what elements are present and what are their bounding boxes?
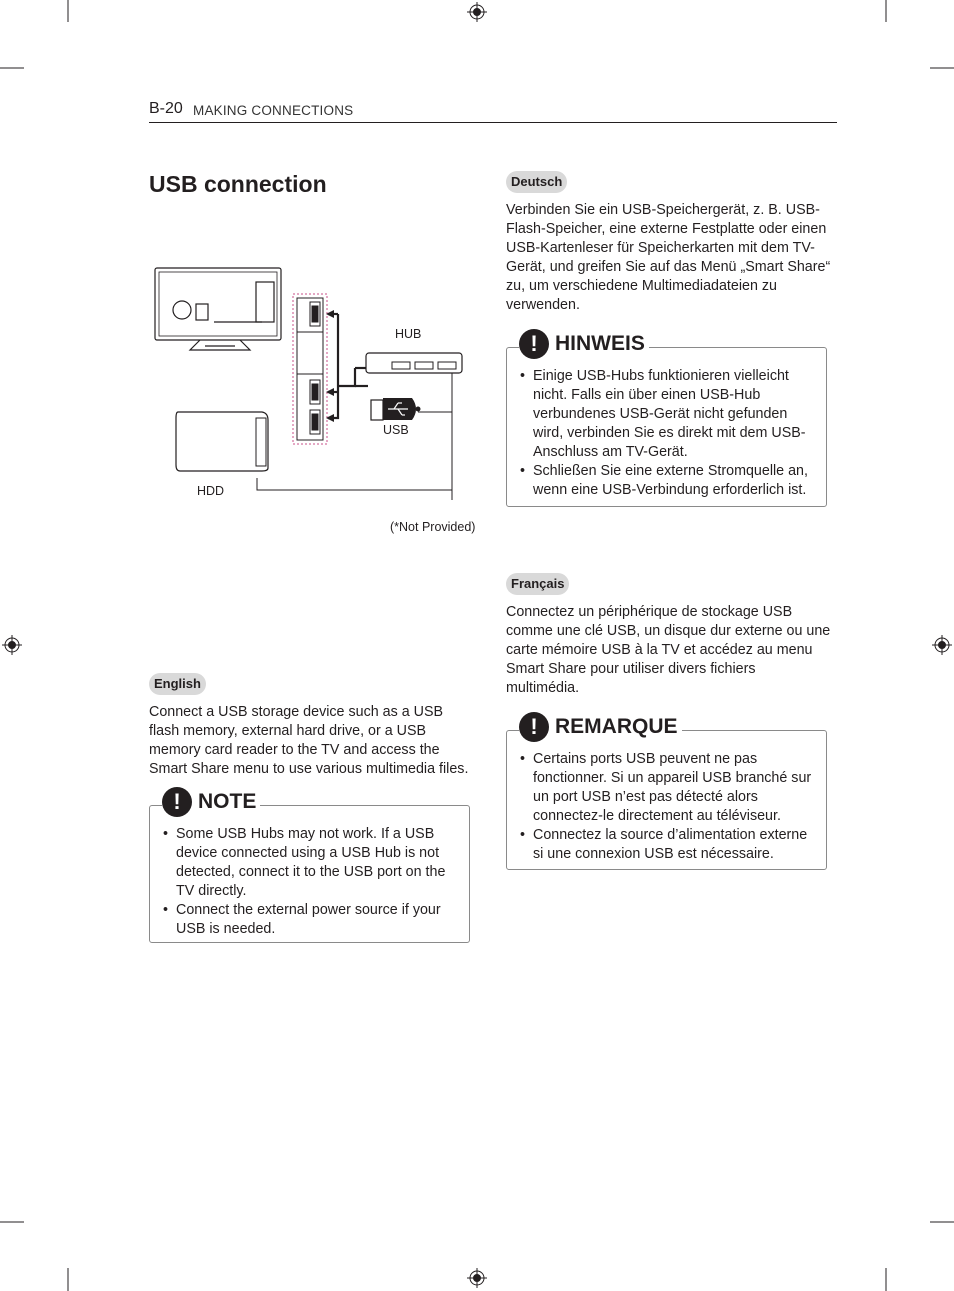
note-list — [163, 825, 453, 939]
english-text: Connect a USB storage device such as a USB flash memory, external hard drive, or a USB memory card reader to the TV and access the Smart Share menu to use various multimedia files. — [149, 704, 469, 777]
francais-text: Connectez un périphérique de stockage USB comme une clé USB, un disque dur externe ou une carte mémoire USB à la TV et accédez au menu Smart Share pour utiliser divers fichiers multimédia. — [506, 604, 831, 696]
usb-label: USB — [383, 423, 409, 437]
note-item: • Some USB Hubs may not work. If a USB device connected using a USB Hub is not detected, connect it to the USB port on the TV directly. — [163, 825, 453, 901]
hinweis-header — [519, 329, 649, 359]
note-box — [149, 789, 470, 943]
hub-label: HUB — [395, 327, 422, 341]
usb-connection-diagram — [150, 260, 480, 500]
remarque-header — [519, 712, 682, 742]
deutsch-text: Verbinden Sie ein USB-Speichergerät, z. B. USB-Flash-Speicher, eine externe Festplatte oder einen USB-Kartenleser für Speicherkarten mit dem TV-Gerät, und greifen Sie auf das Menü „Smart Share“ zu, um verschiedene Multimediadateien zu verwenden. — [506, 202, 831, 313]
remarque-title: REMARQUE — [555, 715, 678, 738]
note-title: NOTE — [198, 790, 257, 813]
hinweis-list — [520, 367, 815, 500]
hdd-label: HDD — [197, 484, 225, 498]
not-provided-label: (*Not Provided) — [390, 520, 476, 534]
exclamation-icon: ! — [162, 787, 192, 817]
hinweis-box — [506, 331, 827, 507]
remarque-box — [506, 714, 827, 870]
note-item: • Connect the external power source if your USB is needed. — [163, 901, 453, 939]
note-item: • Schließen Sie eine externe Stromquelle an, wenn eine USB-Verbindung erforderlich ist. — [520, 462, 815, 500]
page-title: USB connection — [149, 171, 327, 197]
lang-badge-deutsch: Deutsch — [506, 171, 567, 193]
page-number: B-20 — [149, 100, 183, 117]
note-header — [162, 787, 260, 817]
exclamation-icon: ! — [519, 329, 549, 359]
note-item: • Connectez la source d’alimentation externe si une connexion USB est nécessaire. — [520, 826, 815, 864]
note-item: • Certains ports USB peuvent ne pas fonctionner. Si un appareil USB branché sur un port USB n’est pas détecté alors connectez-le directement au téléviseur. — [520, 750, 815, 826]
page-header — [149, 100, 837, 123]
section-title: MAKING CONNECTIONS — [193, 103, 354, 118]
note-item: • Einige USB-Hubs funktionieren vielleicht nicht. Falls ein über einen USB-Hub verbundenes USB-Gerät nicht gefunden wird, verbinden Sie es direkt mit dem USB-Anschluss am TV-Gerät. — [520, 367, 815, 462]
lang-badge-english: English — [149, 673, 206, 695]
remarque-list — [520, 750, 815, 864]
exclamation-icon: ! — [519, 712, 549, 742]
lang-badge-francais: Français — [506, 573, 569, 595]
hinweis-title: HINWEIS — [555, 332, 645, 355]
